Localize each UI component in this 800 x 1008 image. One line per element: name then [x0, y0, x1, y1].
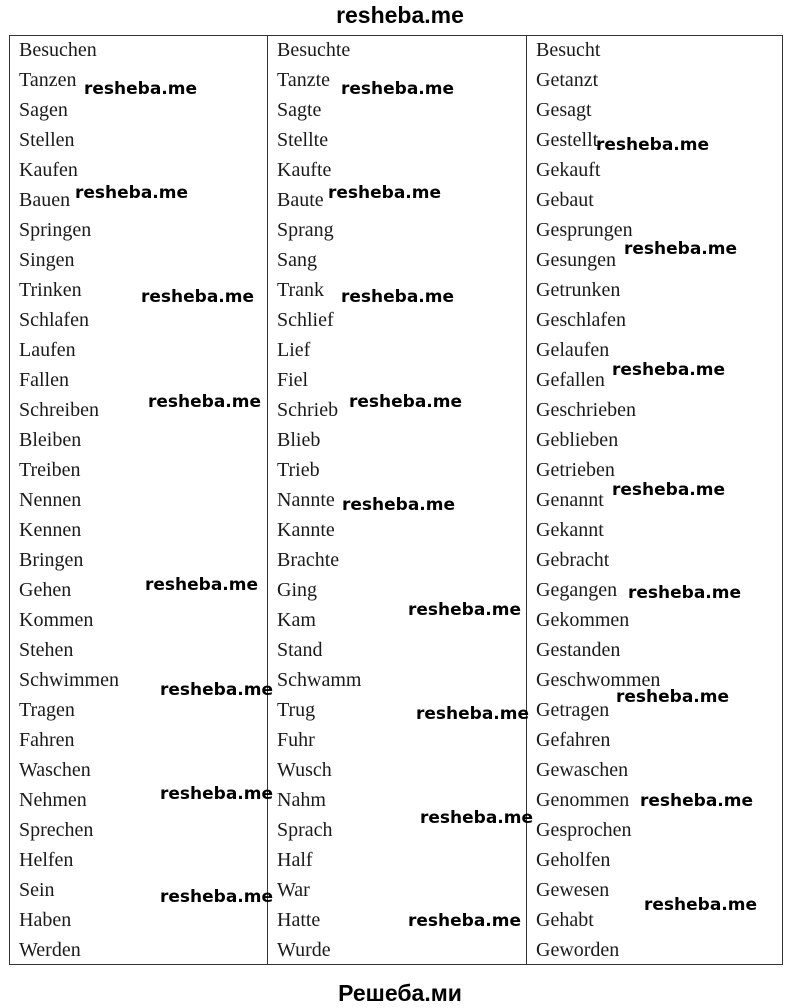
partizip-cell: Gesprochen: [536, 819, 632, 841]
praeteritum-cell: Schrieb: [277, 399, 339, 421]
watermark-text: resheba.me: [141, 287, 255, 307]
table-row: [10, 426, 784, 456]
partizip-cell: Gekommen: [536, 609, 630, 631]
praeteritum-cell: Kannte: [277, 519, 335, 541]
partizip-cell: Geholfen: [536, 849, 611, 871]
infinitive-cell: Sprechen: [19, 819, 94, 841]
watermark-text: resheba.me: [328, 183, 442, 203]
infinitive-cell: Bleiben: [19, 429, 82, 451]
praeteritum-cell: Besuchte: [277, 39, 351, 61]
watermark-text: resheba.me: [148, 392, 262, 412]
partizip-cell: Gelaufen: [536, 339, 610, 361]
watermark-text: resheba.me: [596, 135, 710, 155]
praeteritum-cell: Baute: [277, 189, 324, 211]
partizip-cell: Gesagt: [536, 99, 592, 121]
infinitive-cell: Kaufen: [19, 159, 78, 181]
partizip-cell: Gesungen: [536, 249, 616, 271]
partizip-cell: Geschwommen: [536, 669, 661, 691]
partizip-cell: Gehabt: [536, 909, 594, 931]
partizip-cell: Getrunken: [536, 279, 621, 301]
praeteritum-cell: Sprang: [277, 219, 334, 241]
watermark-text: resheba.me: [145, 575, 259, 595]
infinitive-cell: Stellen: [19, 129, 75, 151]
infinitive-cell: Singen: [19, 249, 75, 271]
infinitive-cell: Kommen: [19, 609, 94, 631]
partizip-cell: Getragen: [536, 699, 610, 721]
partizip-cell: Genommen: [536, 789, 630, 811]
praeteritum-cell: Fuhr: [277, 729, 315, 751]
partizip-cell: Gefallen: [536, 369, 605, 391]
partizip-cell: Geschlafen: [536, 309, 626, 331]
praeteritum-cell: Schwamm: [277, 669, 362, 691]
partizip-cell: Gewaschen: [536, 759, 629, 781]
infinitive-cell: Sagen: [19, 99, 68, 121]
praeteritum-cell: Ging: [277, 579, 317, 601]
watermark-text: resheba.me: [160, 680, 274, 700]
infinitive-cell: Fahren: [19, 729, 75, 751]
infinitive-cell: Gehen: [19, 579, 72, 601]
infinitive-cell: Haben: [19, 909, 72, 931]
watermark-text: resheba.me: [408, 600, 522, 620]
watermark-text: resheba.me: [616, 687, 730, 707]
infinitive-cell: Kennen: [19, 519, 82, 541]
praeteritum-cell: Half: [277, 849, 313, 871]
table-row: [10, 156, 784, 186]
praeteritum-cell: Sprach: [277, 819, 333, 841]
praeteritum-cell: Stand: [277, 639, 323, 661]
table-row: [10, 756, 784, 786]
watermark-text: resheba.me: [624, 239, 738, 259]
infinitive-cell: Treiben: [19, 459, 81, 481]
praeteritum-cell: Trug: [277, 699, 316, 721]
infinitive-cell: Bauen: [19, 189, 71, 211]
praeteritum-cell: Wusch: [277, 759, 332, 781]
site-footer: Решеба.ми: [338, 980, 462, 1006]
infinitive-cell: Laufen: [19, 339, 76, 361]
watermark-text: resheba.me: [644, 895, 758, 915]
praeteritum-cell: Wurde: [277, 939, 331, 961]
infinitive-cell: Schlafen: [19, 309, 89, 331]
watermark-text: resheba.me: [420, 808, 534, 828]
table-row: [10, 36, 784, 66]
infinitive-cell: Stehen: [19, 639, 74, 661]
praeteritum-cell: Kaufte: [277, 159, 332, 181]
praeteritum-cell: War: [277, 879, 310, 901]
partizip-cell: Genannt: [536, 489, 604, 511]
partizip-cell: Getrieben: [536, 459, 615, 481]
praeteritum-cell: Stellte: [277, 129, 329, 151]
partizip-cell: Gefahren: [536, 729, 611, 751]
watermark-text: resheba.me: [341, 79, 455, 99]
infinitive-cell: Fallen: [19, 369, 69, 391]
partizip-cell: Geblieben: [536, 429, 619, 451]
infinitive-cell: Waschen: [19, 759, 91, 781]
partizip-cell: Gestanden: [536, 639, 621, 661]
watermark-text: resheba.me: [612, 480, 726, 500]
infinitive-cell: Werden: [19, 939, 81, 961]
praeteritum-cell: Nahm: [277, 789, 326, 811]
praeteritum-cell: Lief: [277, 339, 311, 361]
praeteritum-cell: Sagte: [277, 99, 322, 121]
watermark-text: resheba.me: [160, 784, 274, 804]
infinitive-cell: Tragen: [19, 699, 75, 721]
partizip-cell: Gesprungen: [536, 219, 633, 241]
table-row: [10, 636, 784, 666]
watermark-text: resheba.me: [341, 287, 455, 307]
praeteritum-cell: Nannte: [277, 489, 335, 511]
watermark-text: resheba.me: [84, 79, 198, 99]
table-row: [10, 726, 784, 756]
infinitive-cell: Nennen: [19, 489, 82, 511]
table-row: [10, 306, 784, 336]
praeteritum-cell: Trieb: [277, 459, 320, 481]
watermark-text: resheba.me: [160, 887, 274, 907]
praeteritum-cell: Kam: [277, 609, 316, 631]
infinitive-cell: Schreiben: [19, 399, 99, 421]
watermark-text: resheba.me: [612, 360, 726, 380]
partizip-cell: Gewesen: [536, 879, 610, 901]
site-header: resheba.me: [336, 2, 464, 28]
partizip-cell: Geworden: [536, 939, 620, 961]
watermark-text: resheba.me: [628, 583, 742, 603]
watermark-text: resheba.me: [640, 791, 754, 811]
partizip-cell: Gestellt: [536, 129, 599, 151]
watermark-text: resheba.me: [408, 911, 522, 931]
infinitive-cell: Springen: [19, 219, 92, 241]
partizip-cell: Besucht: [536, 39, 601, 61]
infinitive-cell: Bringen: [19, 549, 84, 571]
table-row: [10, 936, 784, 966]
infinitive-cell: Helfen: [19, 849, 74, 871]
table-row: [10, 816, 784, 846]
watermark-text: resheba.me: [349, 392, 463, 412]
partizip-cell: Gegangen: [536, 579, 618, 601]
table-row: [10, 846, 784, 876]
watermark-text: resheba.me: [416, 704, 530, 724]
infinitive-cell: Tanzen: [19, 69, 77, 91]
infinitive-cell: Schwimmen: [19, 669, 119, 691]
praeteritum-cell: Brachte: [277, 549, 340, 571]
watermark-text: resheba.me: [342, 495, 456, 515]
praeteritum-cell: Blieb: [277, 429, 321, 451]
watermark-text: resheba.me: [75, 183, 189, 203]
partizip-cell: Gekannt: [536, 519, 604, 541]
praeteritum-cell: Trank: [277, 279, 325, 301]
infinitive-cell: Besuchen: [19, 39, 97, 61]
praeteritum-cell: Schlief: [277, 309, 334, 331]
praeteritum-cell: Tanzte: [277, 69, 331, 91]
infinitive-cell: Trinken: [19, 279, 82, 301]
table-row: [10, 96, 784, 126]
infinitive-cell: Sein: [19, 879, 55, 901]
praeteritum-cell: Sang: [277, 249, 317, 271]
praeteritum-cell: Hatte: [277, 909, 321, 931]
partizip-cell: Gebaut: [536, 189, 594, 211]
table-row: [10, 606, 784, 636]
table-row: [10, 546, 784, 576]
praeteritum-cell: Fiel: [277, 369, 309, 391]
partizip-cell: Gebracht: [536, 549, 610, 571]
partizip-cell: Geschrieben: [536, 399, 636, 421]
infinitive-cell: Nehmen: [19, 789, 87, 811]
partizip-cell: Gekauft: [536, 159, 601, 181]
partizip-cell: Getanzt: [536, 69, 599, 91]
table-row: [10, 516, 784, 546]
